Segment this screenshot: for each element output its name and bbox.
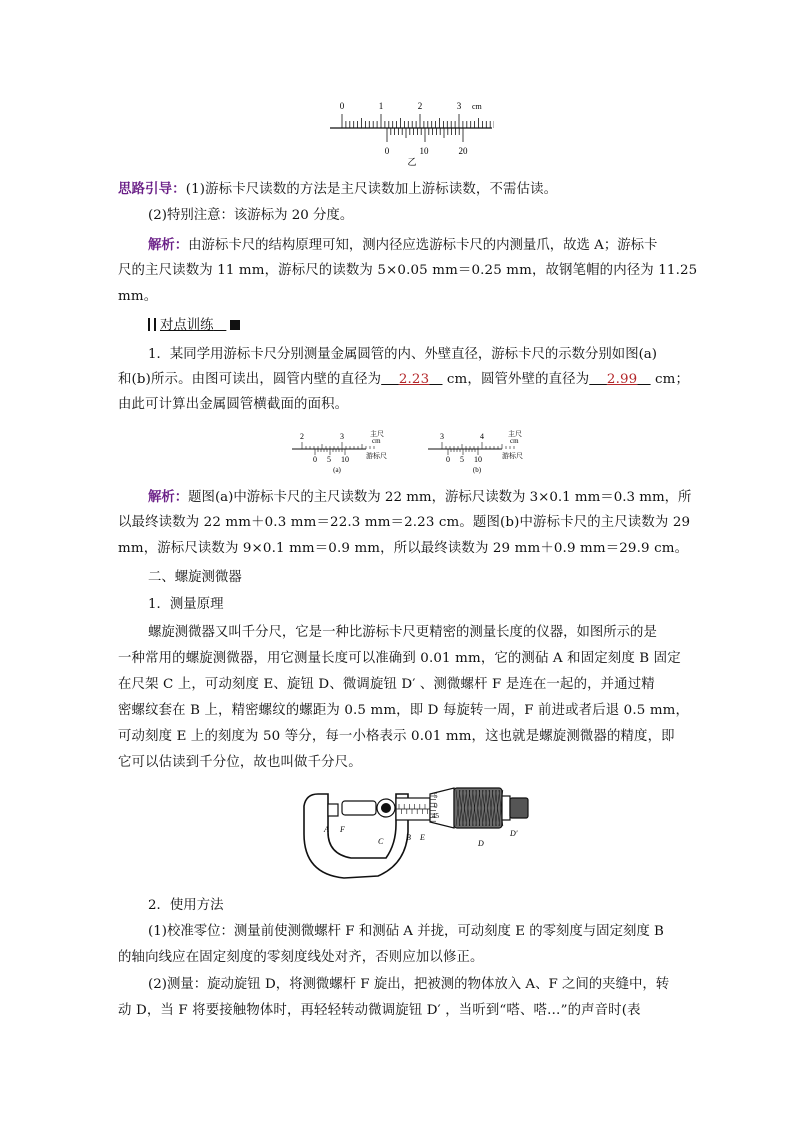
label-D: D: [478, 839, 484, 848]
thimble-scale-label: 45: [432, 812, 439, 820]
thimble-scale-label: 5: [434, 792, 438, 800]
question-text: cm，圆管外壁的直径为: [442, 372, 590, 387]
thimble-scale-label: 0: [434, 802, 438, 810]
main-tick-label: 3: [440, 432, 444, 441]
square-marker-icon: [230, 320, 240, 330]
solution-text: 题图(a)中游标卡尺的主尺读数为 22 mm，游标尺读数为 3×0.1 mm＝0.3 mm，所: [188, 490, 692, 505]
hint-label: 思路引导：: [118, 181, 186, 197]
label-E: E: [420, 833, 425, 842]
hint-paragraph: [118, 176, 678, 203]
main-tick-label: 3: [456, 101, 462, 111]
analysis-line: mm。: [118, 289, 158, 304]
usage-line: 的轴向线应在固定刻度的零刻度线处对齐，否则应加以修正。: [118, 950, 484, 965]
answer-blank-2: 2.99: [606, 372, 638, 387]
bar-icon: [154, 318, 156, 331]
vernier-figure-a: [290, 428, 396, 476]
solution-line: mm，游标尺读数为 9×0.1 mm＝0.9 mm，所以最终读数为 29 mm＋0.9 mm＝29.9 cm。: [118, 541, 689, 556]
usage-line: 动 D，当 F 将要接触物体时，再轻轻转动微调旋钮 D′ ，当听到“嗒、嗒…”的声音时(表: [118, 1003, 641, 1018]
vernier-scale-label: 游标尺: [366, 452, 387, 460]
figure-caption: (b): [472, 466, 482, 474]
main-tick-label: 3: [340, 432, 344, 441]
label-A: A: [324, 825, 329, 834]
note-paragraph: (2)特别注意：该游标为 20 分度。: [148, 208, 354, 223]
question-text: 和(b)所示。由图可读出，圆管内壁的直径为: [118, 372, 382, 387]
principle-line: 可动刻度 E 上的刻度为 50 等分，每一小格表示 0.01 mm，这也就是螺旋测微器的精度，即: [118, 729, 675, 744]
vernier-tick-label: 5: [460, 455, 464, 464]
question-text: cm；: [650, 372, 690, 387]
vernier-tick-label: 0: [446, 455, 450, 464]
main-tick-label: 1: [378, 101, 384, 111]
figure-caption: 乙: [407, 157, 417, 167]
vernier-tick-label: 10: [341, 455, 349, 464]
answer-blank-1: 2.23: [398, 372, 430, 387]
main-tick-label: 2: [300, 432, 304, 441]
usage-line: (2)测量：旋动旋钮 D，将测微螺杆 F 旋出，把被测的物体放入 A、F 之间的夹缝中，转: [148, 977, 670, 992]
subsection-heading: 2．使用方法: [148, 898, 224, 913]
training-title: 对点训练: [160, 318, 214, 333]
question-line: 由此可计算出金属圆管横截面的面积。: [118, 397, 349, 412]
main-tick-label: 0: [339, 101, 345, 111]
label-C: C: [378, 837, 384, 846]
hint-text: (1)游标卡尺读数的方法是主尺读数加上游标读数，不需估读。: [185, 182, 558, 197]
vernier-figure-b: [426, 428, 536, 476]
section-heading: 二、螺旋测微器: [148, 570, 242, 585]
principle-line: 螺旋测微器又叫千分尺，它是一种比游标卡尺更精密的测量长度的仪器，如图所示的是: [148, 625, 657, 640]
main-tick-label: 2: [417, 101, 423, 111]
main-tick-label: 4: [480, 432, 484, 441]
main-unit-label: cm: [510, 437, 519, 445]
vernier-tick-label: 10: [474, 455, 482, 464]
vernier-tick-label: 5: [327, 455, 331, 464]
solution-line: [148, 484, 691, 511]
vernier-tick-label: 0: [313, 455, 317, 464]
analysis-label: 解析：: [148, 237, 189, 253]
analysis-line: 尺的主尺读数为 11 mm，游标尺的读数为 5×0.05 mm＝0.25 mm，故钢笔帽的内径为 11.25: [118, 263, 698, 278]
vernier-tick-label: 0: [384, 146, 390, 156]
main-scale-label: 主尺: [508, 430, 522, 438]
vernier-figure-yi: [328, 98, 494, 168]
vernier-tick-label: 20: [458, 146, 468, 156]
solution-line: 以最终读数为 22 mm＋0.3 mm＝22.3 mm＝2.23 cm。题图(b)中游标卡尺的主尺读数为 29: [118, 515, 691, 530]
question-line: 1．某同学用游标卡尺分别测量金属圆管的内、外壁直径，游标卡尺的示数分别如图(a): [148, 347, 658, 362]
main-unit-label: cm: [472, 102, 482, 111]
micrometer-figure: [296, 784, 536, 886]
main-unit-label: cm: [372, 437, 381, 445]
label-F: F: [340, 825, 345, 834]
principle-line: 它可以估读到千分位，故也叫做千分尺。: [118, 755, 362, 770]
principle-line: 密螺纹套在 B 上，精密螺纹的螺距为 0.5 mm，即 D 每旋转一周，F 前进或者后退 0.5 mm，: [118, 703, 690, 718]
training-heading: [148, 313, 240, 339]
vernier-scale-label: 游标尺: [502, 452, 523, 460]
question-line: [118, 367, 690, 393]
vernier-tick-label: 10: [419, 146, 429, 156]
usage-line: (1)校准零位：测量前使测微螺杆 F 和测砧 A 并拢，可动刻度 E 的零刻度与固定刻度 B: [148, 924, 664, 939]
analysis-text: 由游标卡尺的结构原理可知，测内径应选游标卡尺的内测量爪，故选 A；游标卡: [188, 238, 658, 253]
figure-caption: (a): [333, 466, 341, 474]
label-B: B: [406, 833, 411, 842]
solution-label: 解析：: [148, 489, 189, 505]
bar-icon: [148, 318, 150, 331]
subsection-heading: 1．测量原理: [148, 597, 224, 612]
label-D-prime: D′: [510, 829, 518, 838]
main-scale-label: 主尺: [370, 430, 384, 438]
principle-line: 在尺架 C 上，可动刻度 E、旋钮 D、微调旋钮 D′ 、测微螺杆 F 是连在一起的，并通过精: [118, 677, 655, 692]
analysis-line: [148, 232, 657, 259]
principle-line: 一种常用的螺旋测微器，用它测量长度可以准确到 0.01 mm，它的测砧 A 和固定刻度 B 固定: [118, 651, 681, 666]
